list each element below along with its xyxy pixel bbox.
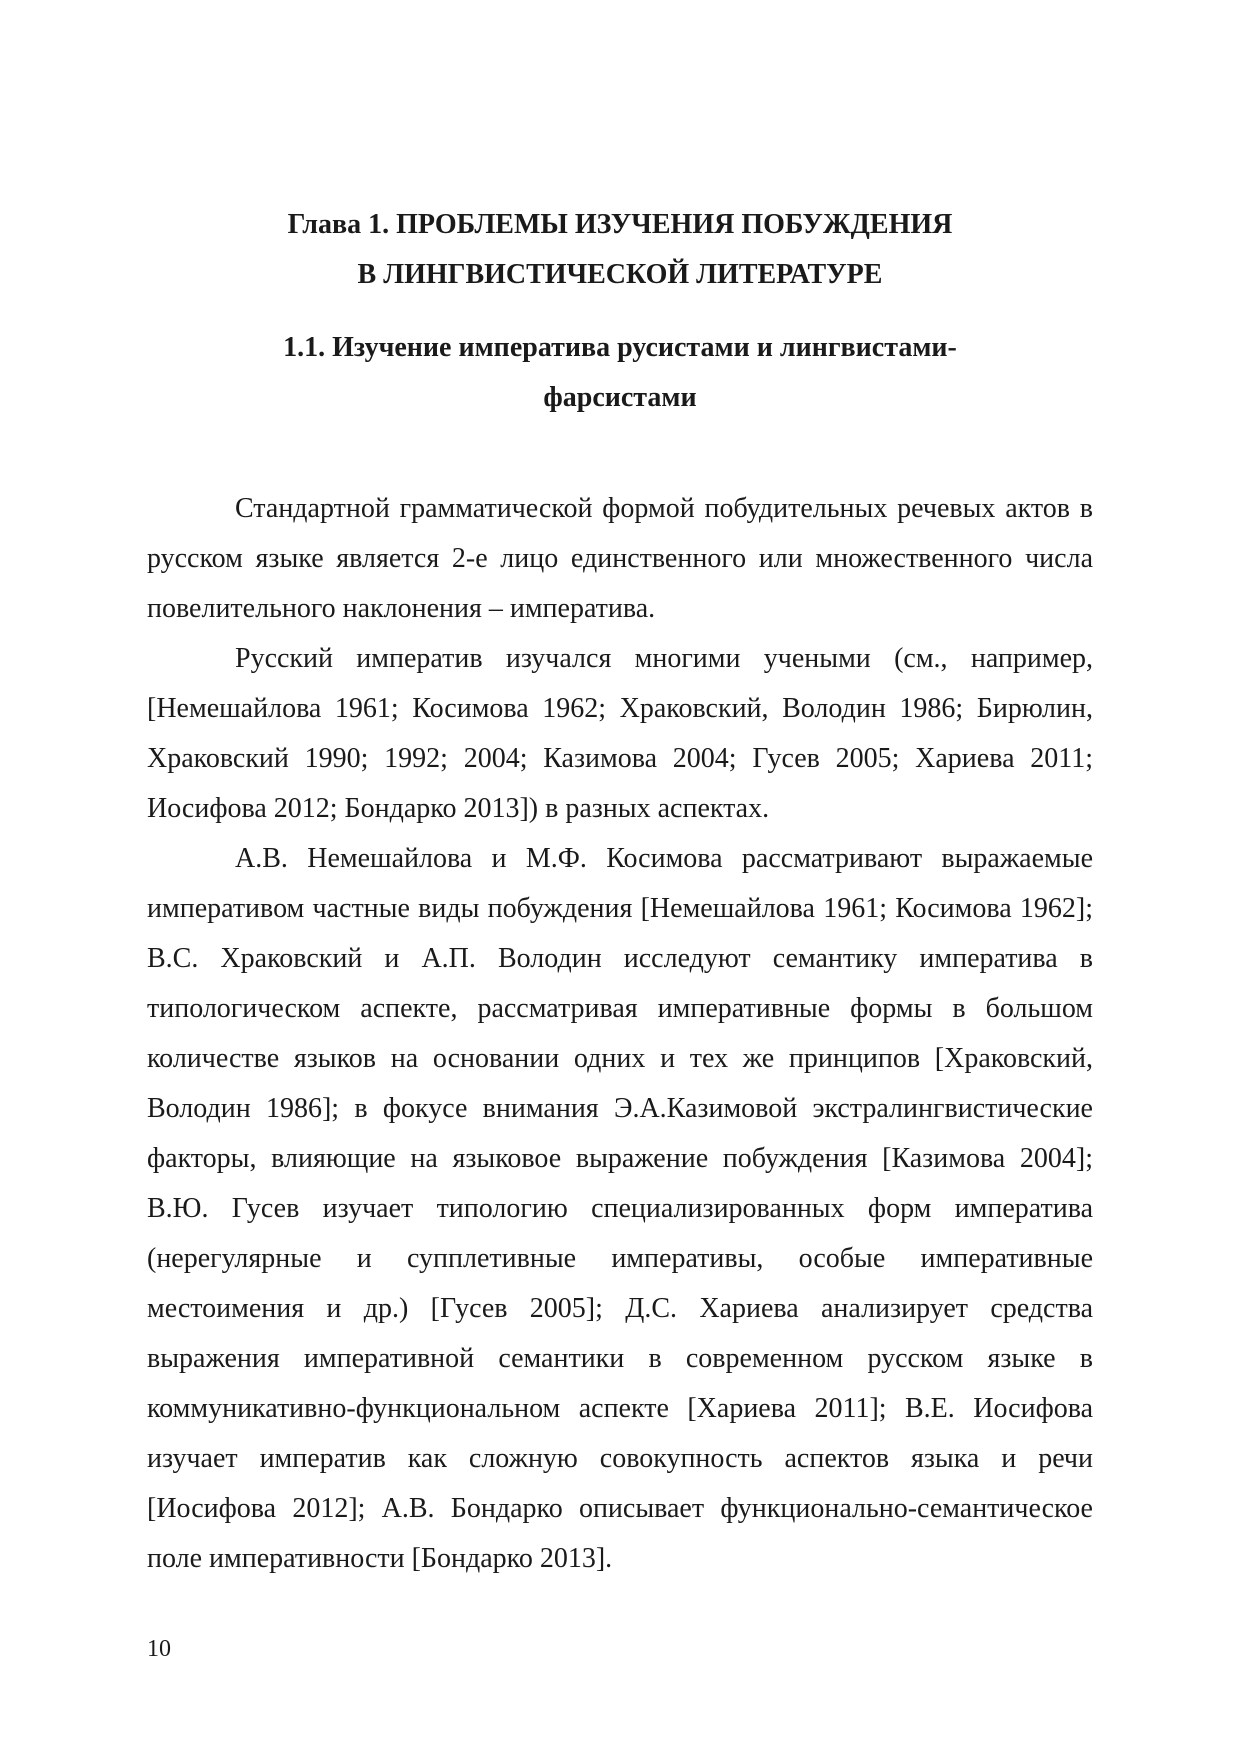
paragraph-1: Стандартной грамматической формой побудительных речевых актов в русском языке является 2-е лицо единственного или множественного числа повелительного наклонения – императива. (147, 493, 1093, 624)
section-title-line-2: фарсистами (543, 382, 697, 413)
page-number: 10 (147, 1636, 171, 1662)
section-title-line-1: 1.1. Изучение императива русистами и лингвистами- (283, 332, 957, 363)
body-text (147, 484, 1093, 1584)
paragraph-2: Русский императив изучался многими учеными (см., например, [Немешайлова 1961; Косимова 1962; Храковский, Володин 1986; Бирюлин, Храковский 1990; 1992; 2004; Казимова 2004; Гусев 2005; Хариева 2011; Иосифова 2012; Бондарко 2013]) в разных аспектах. (147, 643, 1093, 824)
chapter-title-line-1: Глава 1. ПРОБЛЕМЫ ИЗУЧЕНИЯ ПОБУЖДЕНИЯ (287, 209, 953, 240)
section-title (150, 323, 1090, 423)
paragraph-3: А.В. Немешайлова и М.Ф. Косимова рассматривают выражаемые императивом частные виды побуждения [Немешайлова 1961; Косимова 1962]; В.С. Храковский и А.П. Володин исследуют семантику императива в типологическом аспекте, рассматривая императивные формы в большом количестве языков на основании одних и тех же принципов [Храковский, Володин 1986]; в фокусе внимания Э.А.Казимовой экстралингвистические факторы, влияющие на языковое выражение побуждения [Казимова 2004]; В.Ю. Гусев изучает типологию специализированных форм императива (нерегулярные и супплетивные императивы, особые императивные местоимения и др.) [Гусев 2005]; Д.С. Хариева анализирует средства выражения императивной семантики в современном русском языке в коммуникативно-функциональном аспекте [Хариева 2011]; В.Е. Иосифова изучает императив как сложную совокупность аспектов языка и речи [Иосифова 2012]; А.В. Бондарко описывает функционально-семантическое поле императивности [Бондарко 2013]. (147, 843, 1093, 1574)
chapter-title-line-2: В ЛИНГВИСТИЧЕСКОЙ ЛИТЕРАТУРЕ (357, 259, 883, 290)
chapter-title (150, 200, 1090, 300)
